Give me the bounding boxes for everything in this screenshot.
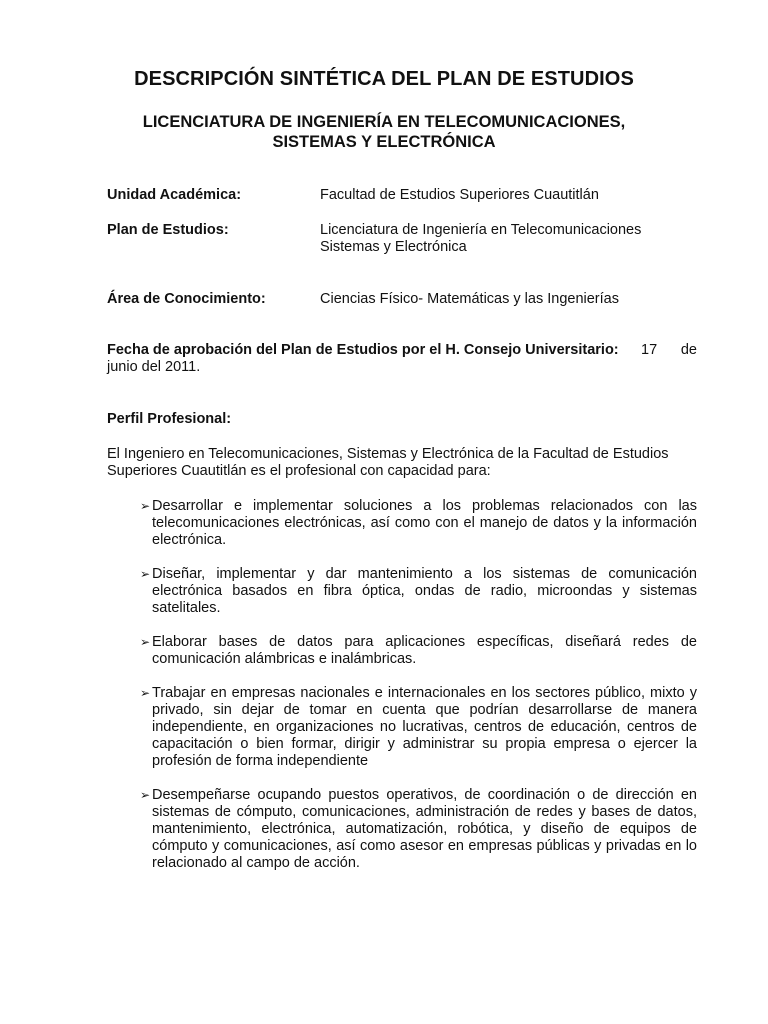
unidad-academica-value: Facultad de Estudios Superiores Cuautitlán bbox=[320, 187, 599, 203]
bullet-text: Desarrollar e implementar soluciones a los problemas relacionados con las telecomunicaciones electrónicas, así como con el manejo de datos y la información electrónica. bbox=[152, 498, 697, 548]
arrow-bullet-icon: ➢ bbox=[140, 499, 151, 513]
fecha-aprobacion-dia: 17 bbox=[641, 342, 658, 358]
fecha-aprobacion-resto: junio del 2011. bbox=[107, 359, 201, 375]
fecha-aprobacion-de: de bbox=[680, 342, 697, 358]
bullet-text: Diseñar, implementar y dar mantenimiento a los sistemas de comunicación electrónica basados en fibra óptica, ondas de radio, microondas y sistemas satelitales. bbox=[152, 566, 697, 616]
perfil-intro-line-1: El Ingeniero en Telecomunicaciones, Sistemas y Electrónica de la Facultad de Estudios bbox=[107, 446, 669, 462]
unidad-academica-label: Unidad Académica: bbox=[107, 187, 242, 203]
subtitle-line-2: SISTEMAS Y ELECTRÓNICA bbox=[272, 133, 496, 151]
plan-de-estudios-label: Plan de Estudios: bbox=[107, 222, 229, 238]
plan-de-estudios-value-line-2: Sistemas y Electrónica bbox=[320, 239, 467, 255]
document-title: DESCRIPCIÓN SINTÉTICA DEL PLAN DE ESTUDIOS bbox=[134, 68, 634, 90]
arrow-bullet-icon: ➢ bbox=[140, 686, 151, 700]
list-item bbox=[107, 787, 697, 872]
plan-de-estudios-value-line-1: Licenciatura de Ingeniería en Telecomunicaciones bbox=[320, 222, 642, 238]
document-subtitle bbox=[0, 112, 768, 152]
bullet-text: Desempeñarse ocupando puestos operativos, de coordinación o de dirección en sistemas de cómputo, comunicaciones, administración de redes y bases de datos, mantenimiento, electrónica, automatización, robótica, y diseño de equipos de cómputo y comunicaciones, así como asesor en empresas públicas y privadas en lo relacionado al campo de acción. bbox=[152, 787, 697, 871]
list-item bbox=[107, 634, 697, 668]
perfil-bullet-list bbox=[107, 498, 697, 889]
arrow-bullet-icon: ➢ bbox=[140, 567, 151, 581]
perfil-profesional-heading: Perfil Profesional: bbox=[107, 411, 232, 427]
bullet-text: Elaborar bases de datos para aplicaciones específicas, diseñará redes de comunicación alámbricas e inalámbricas. bbox=[152, 634, 697, 667]
area-conocimiento-value: Ciencias Físico- Matemáticas y las Ingenierías bbox=[320, 291, 619, 307]
list-item bbox=[107, 498, 697, 549]
fecha-aprobacion-label: Fecha de aprobación del Plan de Estudios por el H. Consejo Universitario: bbox=[107, 342, 619, 358]
list-item bbox=[107, 685, 697, 770]
arrow-bullet-icon: ➢ bbox=[140, 788, 151, 802]
area-conocimiento-label: Área de Conocimiento: bbox=[107, 291, 266, 307]
perfil-intro-line-2: Superiores Cuautitlán es el profesional con capacidad para: bbox=[107, 463, 491, 479]
list-item bbox=[107, 566, 697, 617]
fecha-aprobacion bbox=[107, 342, 697, 376]
bullet-text: Trabajar en empresas nacionales e internacionales en los sectores público, mixto y privado, sin dejar de tomar en cuenta que podrían desarrollarse de manera independiente, en organizaciones no lucrativas, centros de educación, centros de capacitación o bien formar, dirigir y administrar su propia empresa o ejercer la profesión de forma independiente bbox=[152, 685, 697, 769]
subtitle-line-1: LICENCIATURA DE INGENIERÍA EN TELECOMUNICACIONES, bbox=[142, 113, 626, 131]
perfil-intro bbox=[107, 446, 697, 480]
arrow-bullet-icon: ➢ bbox=[140, 635, 151, 649]
